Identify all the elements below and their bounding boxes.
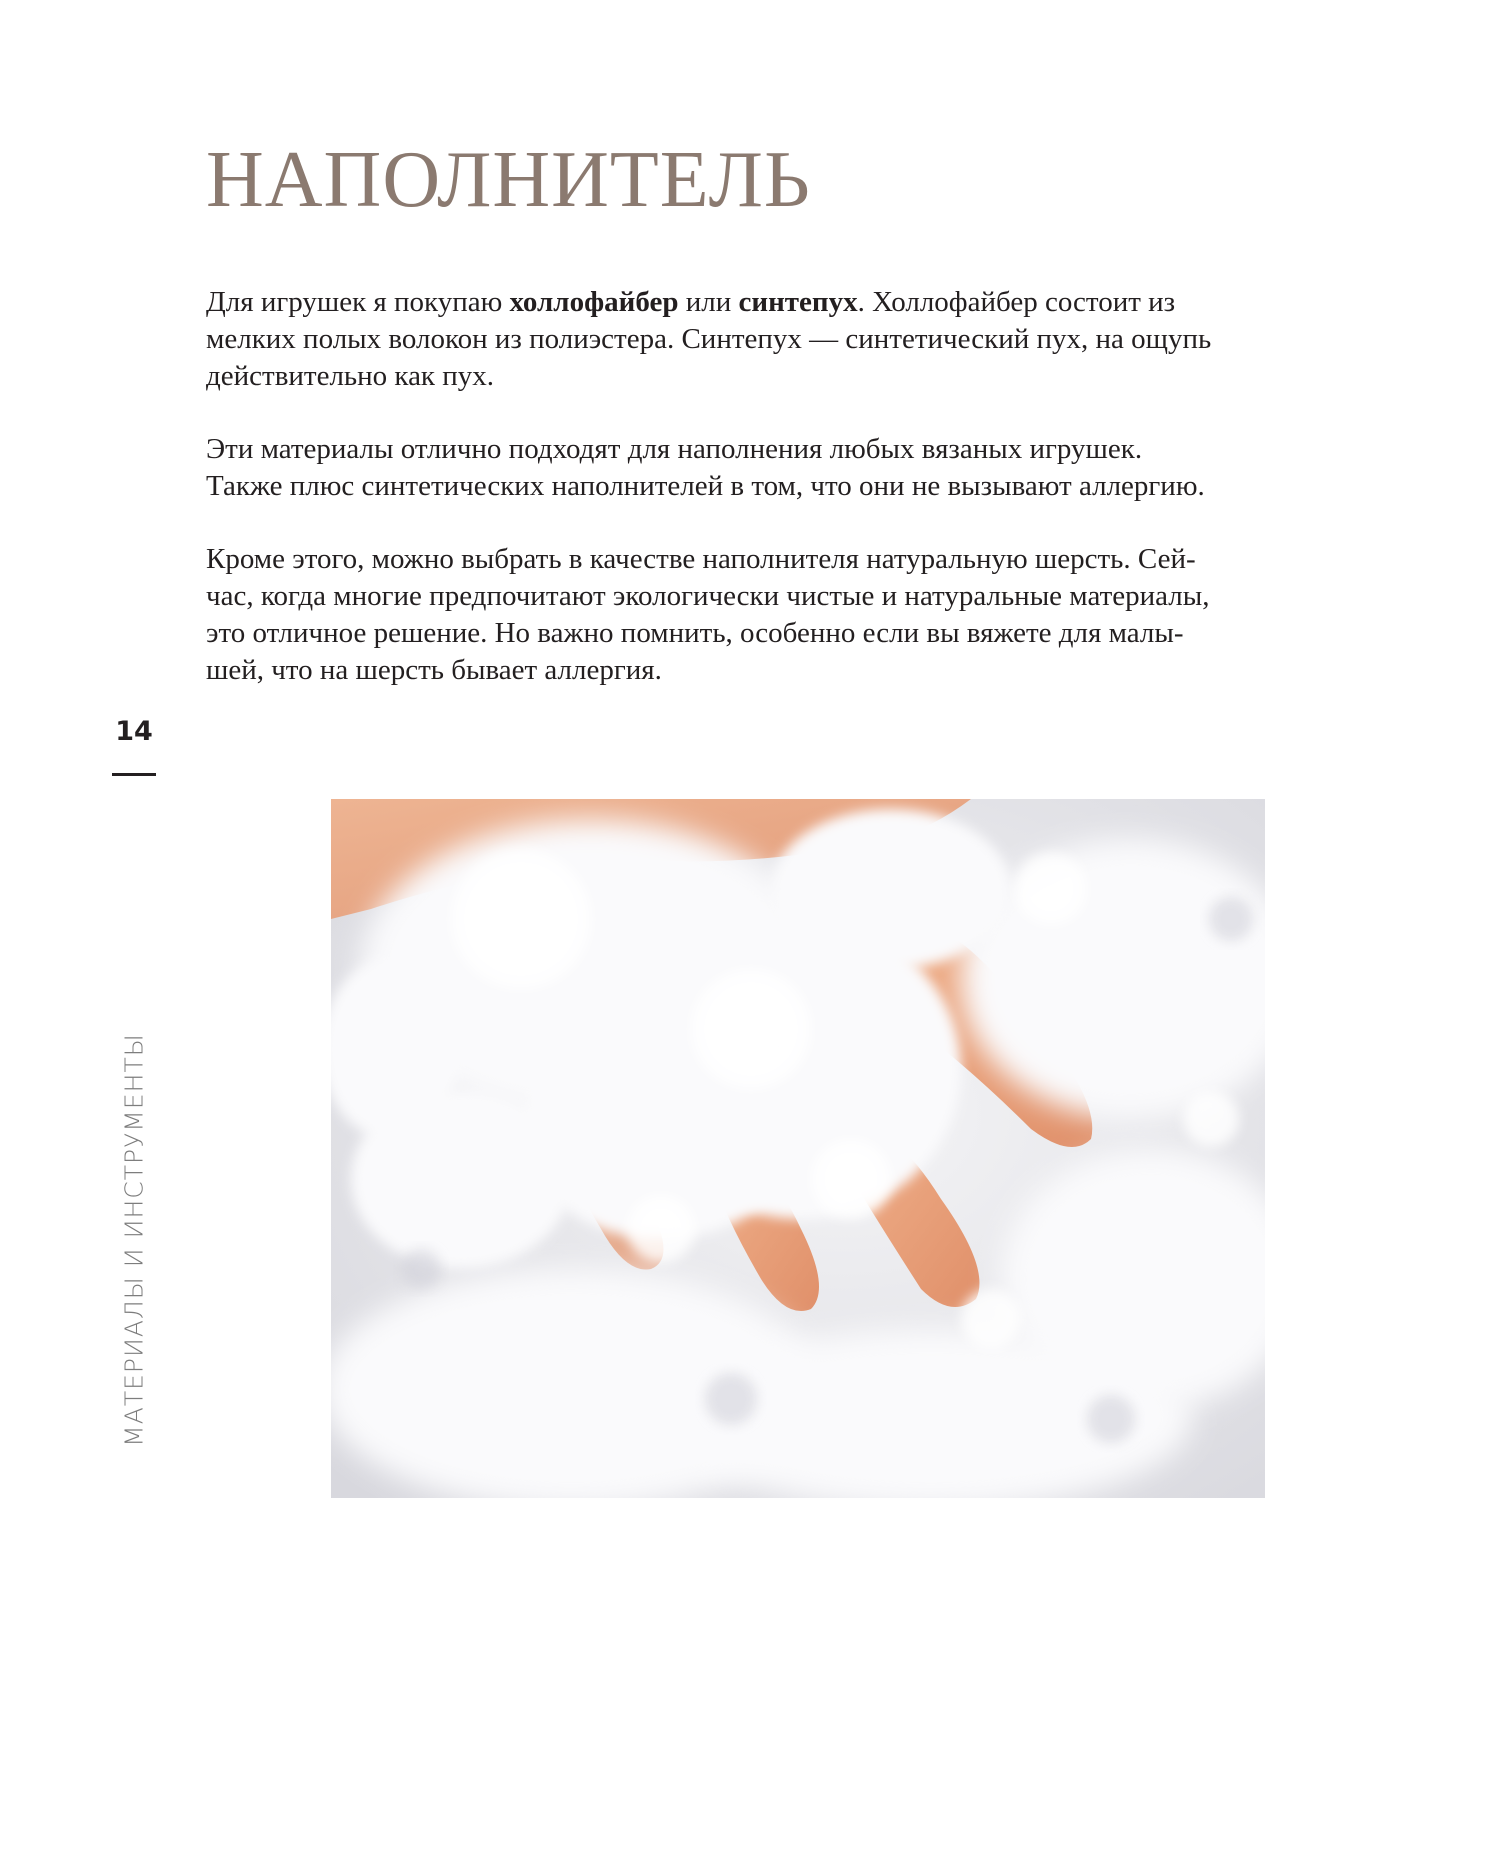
text-segment: Кроме этого, можно выбрать в качестве наполнителя натуральную шерсть. Сей- xyxy=(206,543,1196,575)
text-line xyxy=(206,284,1386,321)
text-line xyxy=(206,468,1386,505)
text-segment: или xyxy=(678,286,739,318)
text-segment: час, когда многие предпочитают экологически чистые и натуральные материалы, xyxy=(206,580,1210,612)
text-segment: Эти материалы отлично подходят для наполнения любых вязаных игрушек. xyxy=(206,433,1143,465)
page-title: НАПОЛНИТЕЛЬ xyxy=(206,136,811,224)
text-line xyxy=(206,652,1386,689)
text-segment: шей, что на шерсть бывает аллергия. xyxy=(206,654,662,686)
page-number-rule xyxy=(112,773,156,776)
page-number: 14 xyxy=(115,716,153,747)
section-label: МАТЕРИАЛЫ И ИНСТРУМЕНТЫ xyxy=(119,1033,149,1447)
text-segment: Для игрушек я покупаю xyxy=(206,286,510,318)
text-line xyxy=(206,431,1386,468)
text-segment: . Холлофайбер состоит из xyxy=(857,286,1176,318)
text-segment: Также плюс синтетических наполнителей в том, что они не вызывают аллергию. xyxy=(206,470,1205,502)
text-line xyxy=(206,541,1386,578)
body-text xyxy=(206,284,1386,725)
filler-photo xyxy=(331,799,1265,1498)
paragraph xyxy=(206,284,1386,395)
text-segment: действительно как пух. xyxy=(206,360,495,392)
text-line xyxy=(206,321,1386,358)
text-segment: это отличное решение. Но важно помнить, особенно если вы вяжете для малы- xyxy=(206,617,1184,649)
text-segment: мелких полых волокон из полиэстера. Синтепух — синтетический пух, на ощупь xyxy=(206,323,1212,355)
text-line xyxy=(206,358,1386,395)
paragraph xyxy=(206,431,1386,505)
paragraph xyxy=(206,541,1386,689)
text-line xyxy=(206,615,1386,652)
text-line xyxy=(206,578,1386,615)
bold-term: синтепух xyxy=(738,286,858,318)
bold-term: холлофайбер xyxy=(509,286,679,318)
